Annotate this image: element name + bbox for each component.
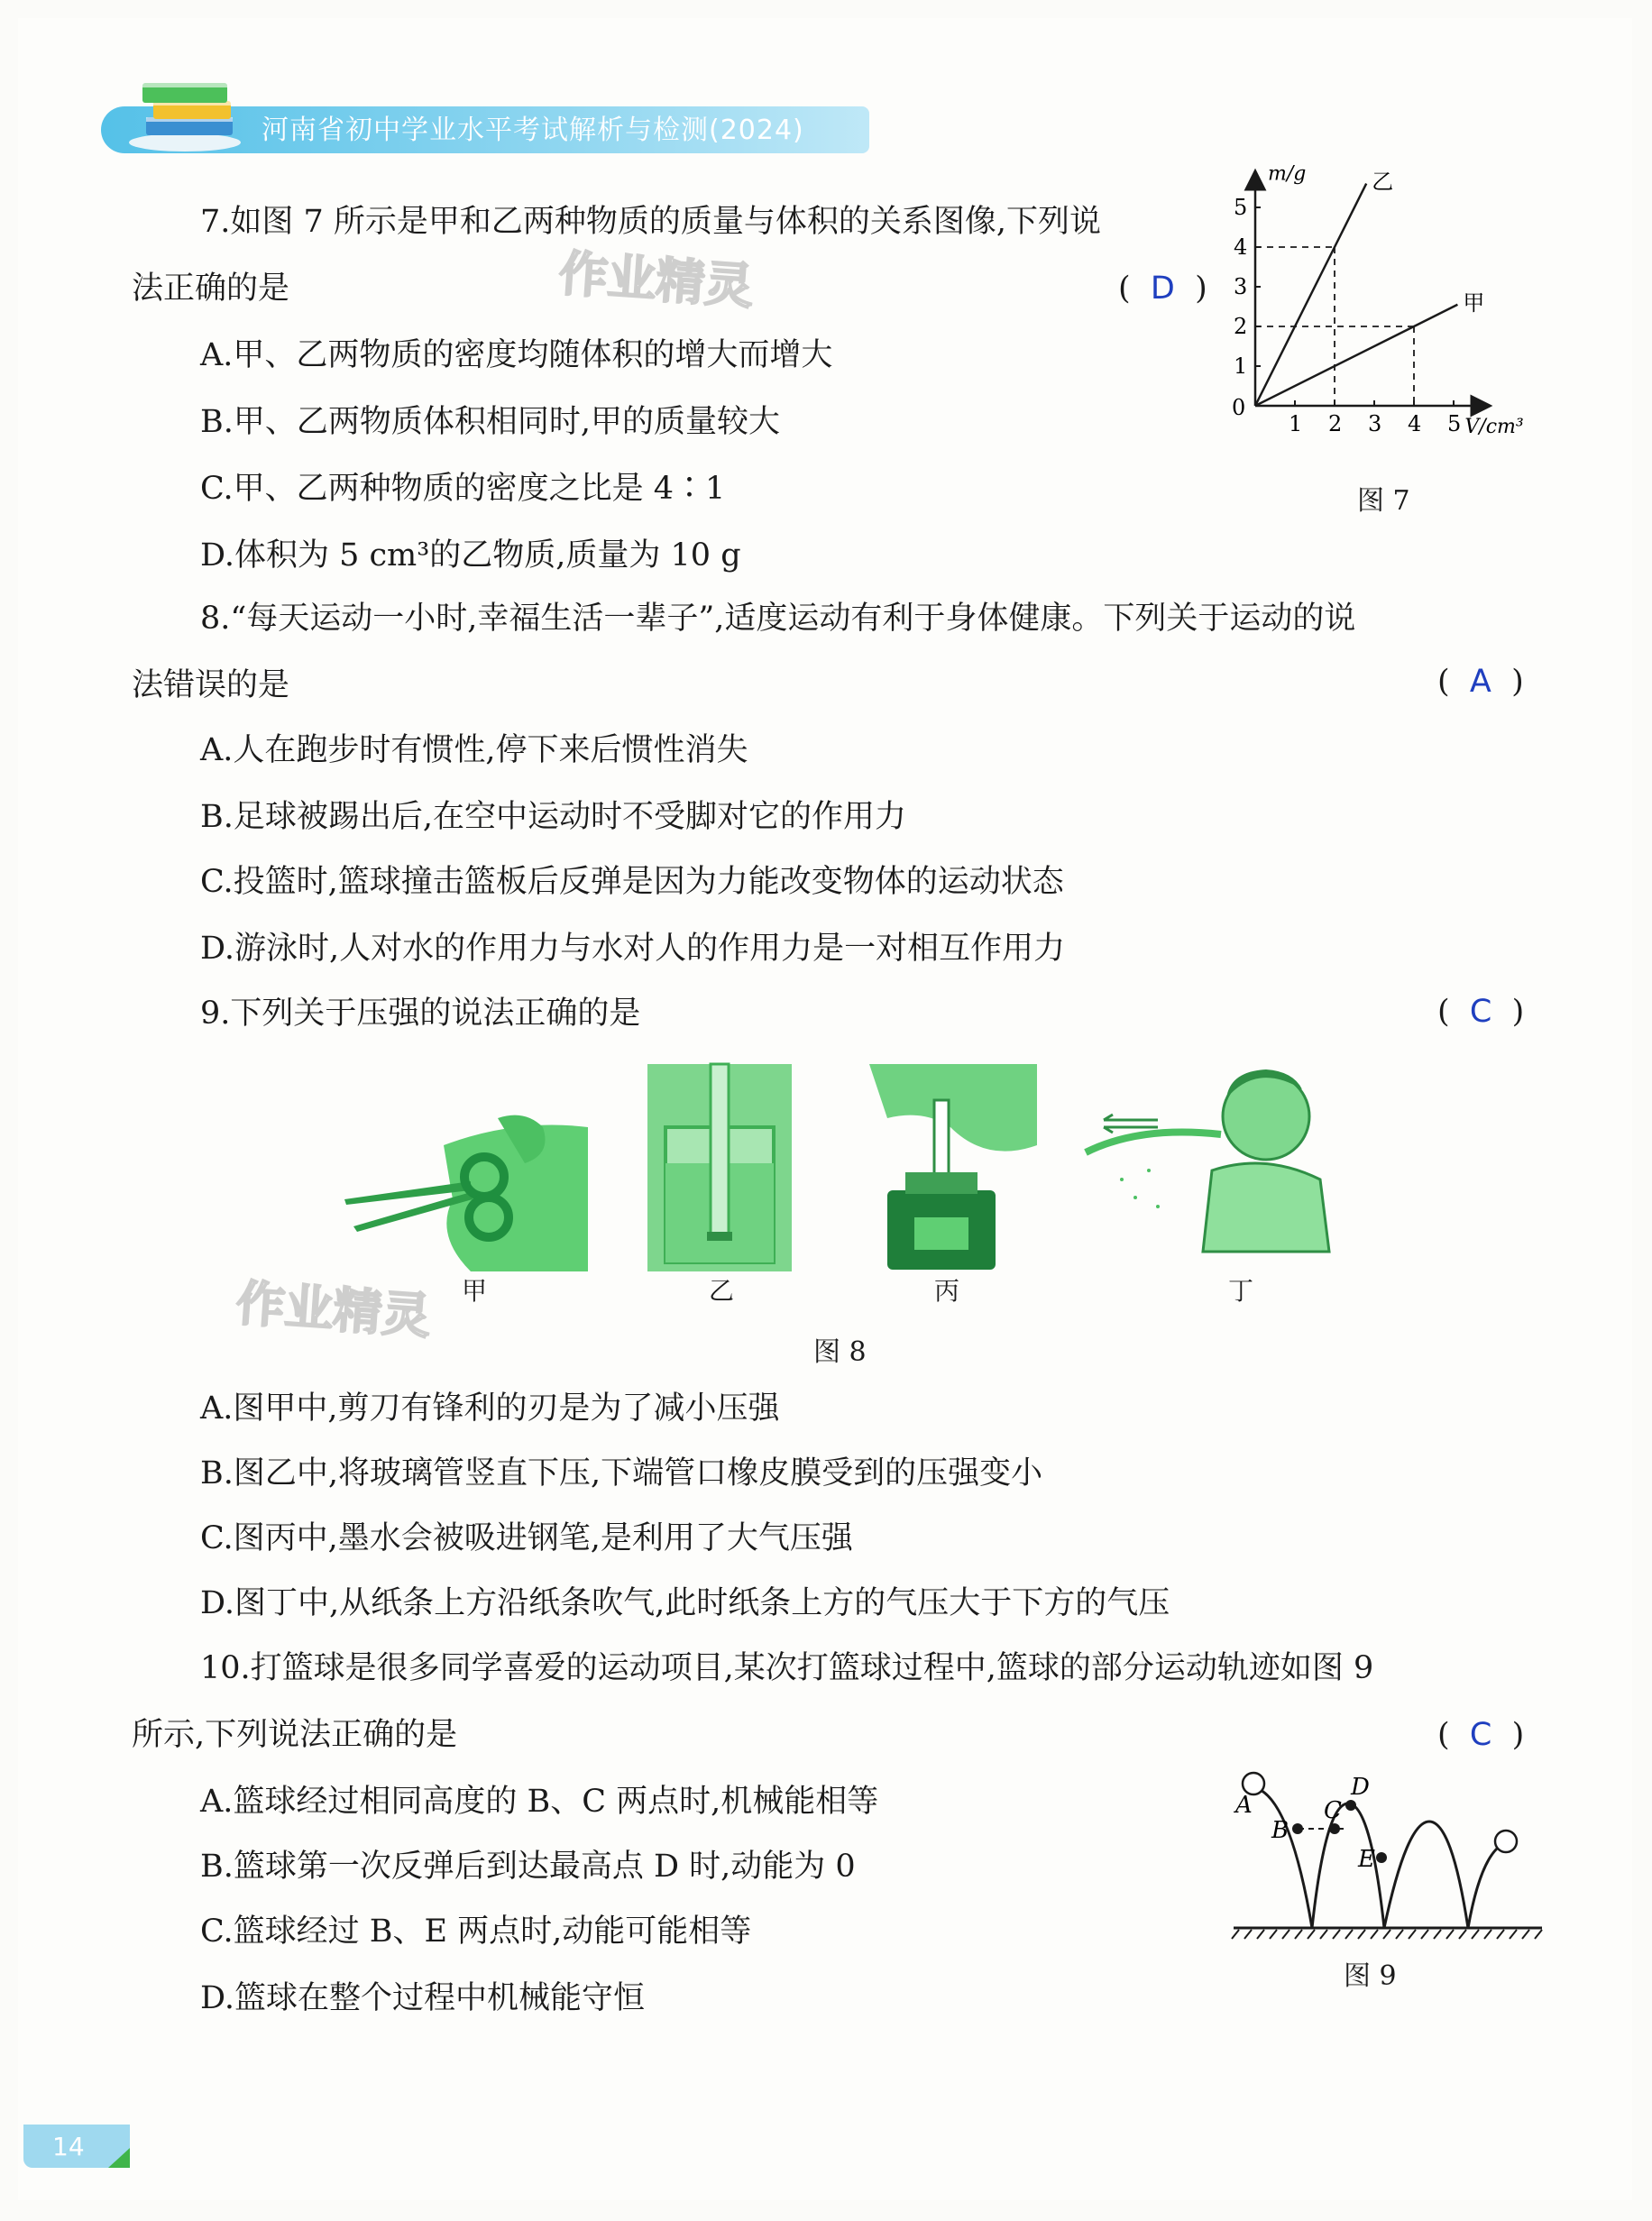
q8-option-c: C.投篮时,篮球撞击篮板后反弹是因为力能改变物体的运动状态 (200, 864, 1064, 900)
q8-stem-line2: 法错误的是 (132, 667, 290, 703)
books-icon (126, 63, 243, 153)
page-number: 14 (52, 2132, 85, 2161)
x-tick-label: 1 (1289, 411, 1303, 436)
series-label-甲: 甲 (1463, 289, 1485, 316)
fountain-pen-picture (851, 1064, 1037, 1271)
x-tick-label: 2 (1328, 411, 1343, 436)
q10-option-d: D.篮球在整个过程中机械能守恒 (200, 1980, 645, 2016)
q8-option-b: B.足球被踢出后,在空中运动时不受脚对它的作用力 (200, 799, 906, 835)
q7-stem-line1: 7.如图 7 所示是甲和乙两种物质的质量与体积的关系图像,下列说 (200, 204, 1102, 240)
q8-stem-line1: 8.“每天运动一小时,幸福生活一辈子”,适度运动有利于身体健康。下列关于运动的说 (200, 601, 1356, 637)
figure-7-chart (1217, 162, 1560, 451)
series-line-乙 (1255, 184, 1366, 406)
q10-stem-line2: 所示,下列说法正确的是 (132, 1717, 458, 1753)
y-tick-label: 2 (1234, 314, 1248, 339)
figure-8-label-ding: 丁 (1228, 1276, 1254, 1306)
q7-option-a: A.甲、乙两物质的密度均随体积的增大而增大 (200, 337, 833, 373)
q10-stem-line1: 10.打篮球是很多同学喜爱的运动项目,某次打篮球过程中,篮球的部分运动轨迹如图 9 (200, 1650, 1374, 1686)
figure-7-caption: 图 7 (1357, 485, 1410, 517)
q7-option-c: C.甲、乙两种物质的密度之比是 4∶1 (200, 471, 726, 507)
origin-label: 0 (1232, 395, 1246, 420)
label-a: A (1235, 1792, 1253, 1819)
watermark: 作业精灵 (234, 1274, 433, 1345)
q9-stem: 9.下列关于压强的说法正确的是 (200, 996, 641, 1032)
glass-tube-picture (647, 1064, 792, 1271)
point-d (1345, 1800, 1356, 1811)
y-tick-label: 3 (1234, 274, 1248, 299)
q10-option-a: A.篮球经过相同高度的 B、C 两点时,机械能相等 (200, 1784, 879, 1820)
q7-option-b: B.甲、乙两物质体积相同时,甲的质量较大 (200, 404, 780, 440)
x-axis-label: V/cm³ (1464, 416, 1524, 438)
q10-answer-bracket: ( C ) (1437, 1717, 1525, 1753)
q9-option-d: D.图丁中,从纸条上方沿纸条吹气,此时纸条上方的气压大于下方的气压 (200, 1585, 1170, 1621)
label-c: C (1324, 1797, 1342, 1824)
label-e: E (1358, 1846, 1375, 1873)
header-title: 河南省初中学业水平考试解析与检测(2024) (262, 115, 804, 146)
watermark: 作业精灵 (556, 244, 756, 316)
q9-option-c: C.图丙中,墨水会被吸进钢笔,是利用了大气压强 (200, 1520, 853, 1556)
figure-8-label-yi: 乙 (709, 1276, 735, 1306)
point-e (1376, 1852, 1387, 1863)
q9-option-a: A.图甲中,剪刀有锋利的刃是为了减小压强 (200, 1390, 780, 1427)
q8-option-a: A.人在跑步时有惯性,停下来后惯性消失 (200, 732, 748, 768)
x-tick-label: 3 (1368, 411, 1382, 436)
figure-8-label-bing: 丙 (934, 1276, 960, 1306)
q10-option-c: C.篮球经过 B、E 两点时,动能可能相等 (200, 1914, 752, 1950)
q10-answer: C (1469, 1717, 1492, 1753)
q8-option-d: D.游泳时,人对水的作用力与水对人的作用力是一对相互作用力 (200, 931, 1066, 967)
q7-answer-bracket: ( D ) (1118, 271, 1207, 307)
label-d: D (1351, 1774, 1370, 1801)
y-axis-label: m/g (1268, 162, 1307, 186)
x-tick-label: 4 (1408, 411, 1422, 436)
figure-9-trajectory (1226, 1767, 1551, 1948)
blowing-paper-picture (1086, 1062, 1347, 1256)
figure-9-caption: 图 9 (1344, 1960, 1397, 1992)
page-tab-corner (108, 2148, 130, 2168)
figure-8-caption: 图 8 (813, 1336, 867, 1368)
q10-option-b: B.篮球第一次反弹后到达最高点 D 时,动能为 0 (200, 1849, 856, 1885)
x-tick-label: 5 (1447, 411, 1462, 436)
point-b (1292, 1823, 1303, 1834)
q9-answer-bracket: ( C ) (1437, 994, 1525, 1030)
y-tick-label: 1 (1234, 353, 1248, 379)
point-c (1329, 1823, 1340, 1834)
figure-8-label-jia: 甲 (462, 1276, 488, 1306)
q9-answer: C (1469, 994, 1492, 1030)
q7-answer: D (1150, 271, 1175, 307)
y-tick-label: 4 (1234, 234, 1248, 260)
q9-option-b: B.图乙中,将玻璃管竖直下压,下端管口橡皮膜受到的压强变小 (200, 1455, 1043, 1491)
q7-stem-line2: 法正确的是 (132, 271, 290, 307)
series-line-甲 (1255, 305, 1457, 406)
scissors-picture (335, 1091, 588, 1271)
q8-answer: A (1469, 664, 1491, 700)
label-b: B (1271, 1817, 1289, 1844)
q7-option-d: D.体积为 5 cm³的乙物质,质量为 10 g (200, 537, 741, 574)
y-tick-label: 5 (1234, 195, 1248, 220)
series-label-乙: 乙 (1372, 169, 1394, 195)
q8-answer-bracket: ( A ) (1437, 664, 1524, 700)
